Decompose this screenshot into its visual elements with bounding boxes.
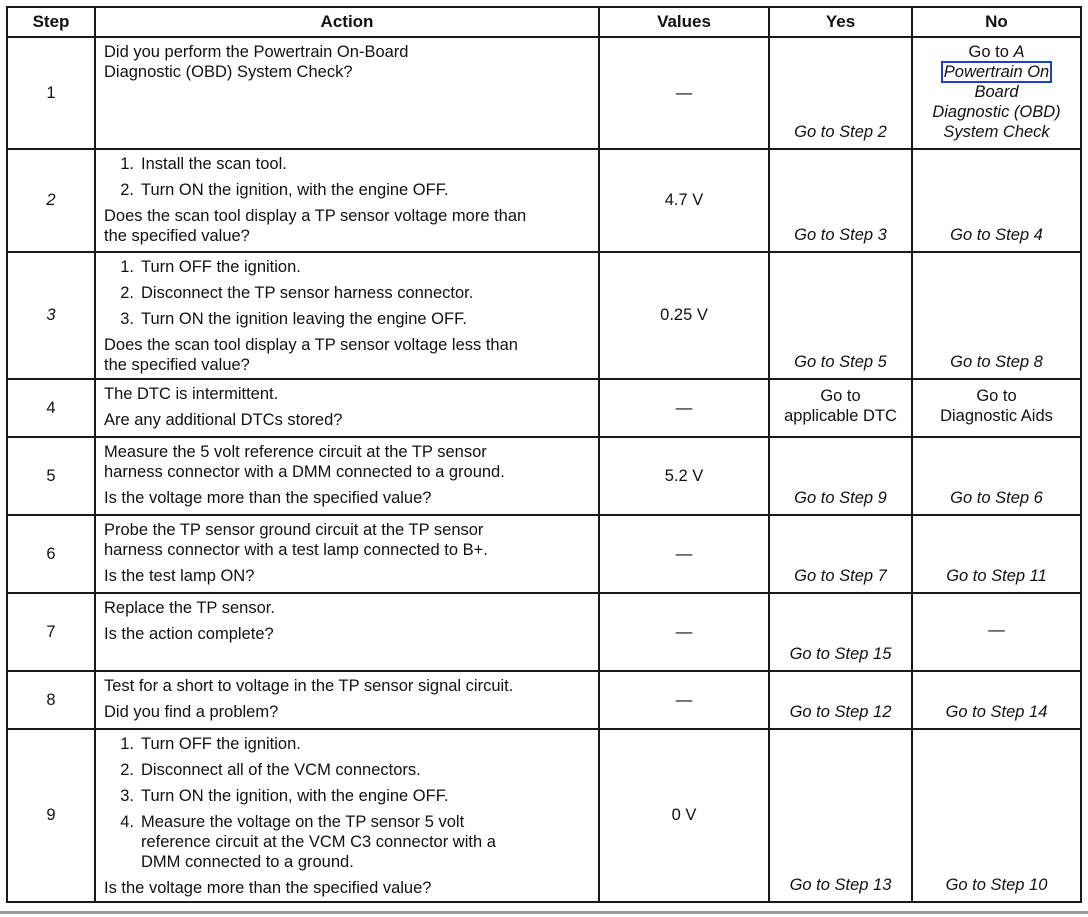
- yes-cell: Go to Step 7: [769, 515, 912, 593]
- item-text: Turn OFF the ignition.: [141, 735, 301, 753]
- action-text: harness connector with a test lamp connected to B+.: [104, 541, 488, 559]
- action-text: Test for a short to voltage in the TP sensor signal circuit.: [104, 677, 514, 695]
- powertrain-obd-link[interactable]: Powertrain On: [941, 61, 1052, 83]
- value-cell: —: [599, 671, 769, 729]
- step-number: 8: [7, 671, 95, 729]
- no-cell: [912, 379, 1081, 437]
- step-number: 5: [7, 437, 95, 515]
- action-cell: [95, 437, 599, 515]
- action-cell: [95, 515, 599, 593]
- no-cell: Go to Step 4: [912, 149, 1081, 252]
- yes-cell: Go to Step 15: [769, 593, 912, 671]
- value-cell: —: [599, 593, 769, 671]
- item-text: Turn ON the ignition, with the engine OFF.: [141, 787, 449, 805]
- step-number: 9: [7, 729, 95, 902]
- list-item: [104, 812, 590, 872]
- list-item: [104, 180, 590, 200]
- yes-text: applicable DTC: [784, 407, 897, 425]
- action-cell: [95, 593, 599, 671]
- action-text: Replace the TP sensor.: [104, 599, 275, 617]
- action-cell: [95, 149, 599, 252]
- list-item: [104, 283, 590, 303]
- value-cell: —: [599, 515, 769, 593]
- item-number: 2.: [120, 284, 134, 302]
- value-cell: 0 V: [599, 729, 769, 902]
- item-text: Disconnect all of the VCM connectors.: [141, 761, 421, 779]
- action-cell: [95, 671, 599, 729]
- question-text: Does the scan tool display a TP sensor voltage more than: [104, 207, 527, 225]
- step-number: 3: [7, 252, 95, 379]
- item-number: 2.: [120, 181, 134, 199]
- action-cell: [95, 729, 599, 902]
- no-text: Diagnostic Aids: [940, 407, 1053, 425]
- table-row: [7, 379, 1081, 437]
- question-text: Are any additional DTCs stored?: [104, 411, 343, 429]
- value-cell: 5.2 V: [599, 437, 769, 515]
- header-row: [7, 7, 1081, 37]
- header-action: Action: [95, 7, 599, 37]
- action-text: Probe the TP sensor ground circuit at the TP sensor: [104, 521, 484, 539]
- item-text: Measure the voltage on the TP sensor 5 volt: [141, 813, 465, 831]
- header-step: Step: [7, 7, 95, 37]
- table-row: [7, 729, 1081, 902]
- yes-cell: [769, 379, 912, 437]
- no-cell: Go to Step 14: [912, 671, 1081, 729]
- table-row: [7, 37, 1081, 149]
- header-values: Values: [599, 7, 769, 37]
- no-ref: A: [1013, 43, 1025, 61]
- list-item: [104, 257, 590, 277]
- item-text: Turn ON the ignition, with the engine OFF.: [141, 181, 449, 199]
- question-text: Is the voltage more than the specified value?: [104, 489, 432, 507]
- action-cell: [95, 37, 599, 149]
- item-number: 3.: [120, 310, 134, 328]
- no-ref: Diagnostic (OBD): [932, 103, 1061, 121]
- yes-text: Go to: [820, 387, 861, 405]
- value-cell: —: [599, 37, 769, 149]
- action-text: The DTC is intermittent.: [104, 385, 279, 403]
- diagnostic-table: [6, 6, 1082, 903]
- item-number: 1.: [120, 258, 134, 276]
- no-cell: Go to Step 10: [912, 729, 1081, 902]
- table-row: [7, 593, 1081, 671]
- step-number: 1: [7, 37, 95, 149]
- header-no: No: [912, 7, 1081, 37]
- item-text: reference circuit at the VCM C3 connector with a: [141, 833, 496, 851]
- item-number: 1.: [120, 735, 134, 753]
- list-item: [104, 786, 590, 806]
- table-row: [7, 671, 1081, 729]
- yes-cell: Go to Step 13: [769, 729, 912, 902]
- no-cell: —: [912, 593, 1081, 671]
- no-ref: Board: [974, 83, 1019, 101]
- step-number: 4: [7, 379, 95, 437]
- item-text: Turn OFF the ignition.: [141, 258, 301, 276]
- list-item: [104, 154, 590, 174]
- table-row: [7, 437, 1081, 515]
- list-item: [104, 309, 590, 329]
- item-text: Disconnect the TP sensor harness connector.: [141, 284, 474, 302]
- action-text: Diagnostic (OBD) System Check?: [104, 63, 353, 81]
- item-text: DMM connected to a ground.: [141, 853, 354, 871]
- action-text: Did you perform the Powertrain On-Board: [104, 43, 409, 61]
- no-cell: [912, 37, 1081, 149]
- action-cell: [95, 252, 599, 379]
- question-text: Is the voltage more than the specified value?: [104, 879, 432, 897]
- item-number: 2.: [120, 761, 134, 779]
- question-text: Does the scan tool display a TP sensor voltage less than: [104, 336, 518, 354]
- list-item: [104, 760, 590, 780]
- yes-cell: Go to Step 5: [769, 252, 912, 379]
- question-text: Is the action complete?: [104, 625, 274, 643]
- item-number: 4.: [120, 813, 134, 831]
- value-cell: —: [599, 379, 769, 437]
- no-text: Go to: [976, 387, 1017, 405]
- item-number: 1.: [120, 155, 134, 173]
- yes-cell: Go to Step 3: [769, 149, 912, 252]
- value-cell: 0.25 V: [599, 252, 769, 379]
- item-text: Install the scan tool.: [141, 155, 287, 173]
- action-text: Measure the 5 volt reference circuit at the TP sensor: [104, 443, 487, 461]
- step-number: 7: [7, 593, 95, 671]
- header-yes: Yes: [769, 7, 912, 37]
- no-prefix: Go to: [968, 43, 1009, 61]
- list-item: [104, 734, 590, 754]
- no-cell: Go to Step 8: [912, 252, 1081, 379]
- table-row: [7, 149, 1081, 252]
- step-number: 2: [7, 149, 95, 252]
- action-text: harness connector with a DMM connected to a ground.: [104, 463, 505, 481]
- yes-cell: Go to Step 9: [769, 437, 912, 515]
- table-row: [7, 252, 1081, 379]
- item-text: Turn ON the ignition leaving the engine OFF.: [141, 310, 467, 328]
- question-text: Did you find a problem?: [104, 703, 279, 721]
- yes-cell: Go to Step 12: [769, 671, 912, 729]
- table-row: [7, 515, 1081, 593]
- no-ref: System Check: [943, 123, 1050, 141]
- item-number: 3.: [120, 787, 134, 805]
- step-number: 6: [7, 515, 95, 593]
- page-bottom-rule: [0, 911, 1088, 914]
- action-cell: [95, 379, 599, 437]
- question-text: the specified value?: [104, 227, 250, 245]
- question-text: the specified value?: [104, 356, 250, 374]
- value-cell: 4.7 V: [599, 149, 769, 252]
- no-cell: Go to Step 11: [912, 515, 1081, 593]
- question-text: Is the test lamp ON?: [104, 567, 255, 585]
- yes-cell: Go to Step 2: [769, 37, 912, 149]
- no-cell: Go to Step 6: [912, 437, 1081, 515]
